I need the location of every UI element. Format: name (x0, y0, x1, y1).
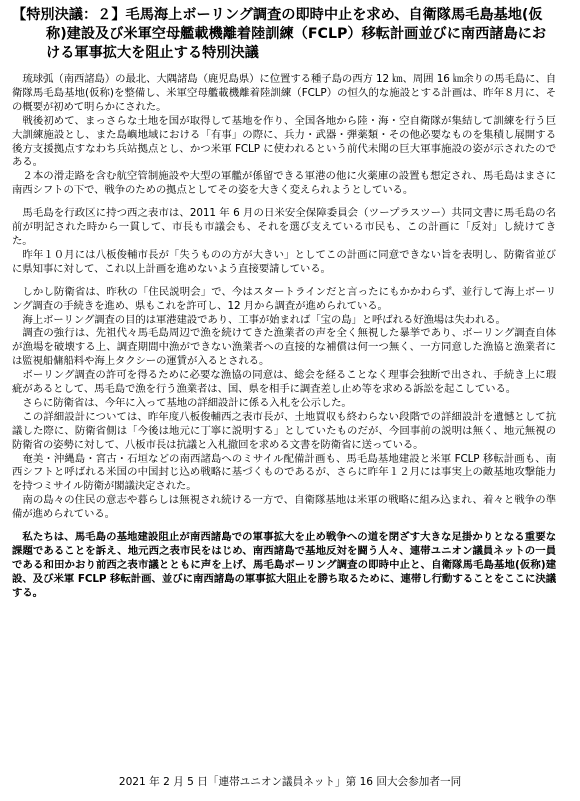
paragraph: 調査の強行は、先祖代々馬毛島周辺で漁を続けてきた漁業者の声を全く無視した暴挙であり、ボーリング調査自体が漁場を破壊する上、調査期間中漁ができない漁業者への直接的な補償は何一つ無く、一方同意した漁協と漁業者には監視船傭船料や海上タクシーの運賃が入るとされる。 (12, 327, 556, 368)
paragraph: しかし防衛省は、昨秋の「住民説明会」で、今はスタートラインだと言ったにもかかわらず、並行して海上ボーリング調査の手続きを進め、県もこれを許可し、12 月から調査が進められている。 (12, 285, 556, 312)
paragraph: 奄美・沖縄島・宮古・石垣などの南西諸島へのミサイル配備計画も、馬毛島基地建設と米軍 FCLP 移転計画も、南西シフトと呼ばれる米国の中国封じ込め戦略に基づくものであるが、さらに昨年１２月には事実上の敵基地攻撃能力を持つミサイル防衛が閣議決定された。 (12, 452, 556, 493)
resolution-paragraph: 私たちは、馬毛島の基地建設阻止が南西諸島での軍事拡大を止め戦争への道を閉ざす大きな足掛かりとなる重要な課題であることを訴え、地元西之表市民をはじめ、南西諸島で基地反対を闘う人々、連帯ユニオン議員ネットの一員である和田かおり前西之表市議とともに声を上げ、馬毛島ボーリング調査の即時中止と、自衛隊馬毛島基地(仮称)建設、及び米軍 FCLP 移転計画、並びに南西諸島の軍事拡大阻止を勝ち取るために、連帯し行動することをここに決議する。 (12, 531, 556, 599)
paragraph: さらに防衛省は、今年に入って基地の詳細設計に係る入札を公示した。 (22, 396, 352, 409)
section-boring-survey (12, 286, 556, 522)
paragraph: この詳細設計については、昨年度八板俊輔西之表市長が、土地買収も終わらない段階での詳細設計を遺憾として抗議した際に、防衛省側は「今後は地元に丁寧に説明する」としていたものだが、今回事前の説明は無く、地元無視の防衛省の姿勢に対して、八板市長は抗議と入札撤回を求める文書を防衛省に送っている。 (12, 410, 556, 451)
paragraph: 南の島々の住民の意志や暮らしは無視され続ける一方で、自衛隊基地は米軍の戦略に組み込まれ、着々と戦争の準備が進められている。 (12, 494, 556, 521)
paragraph: ボーリング調査の許可を得るために必要な漁協の同意は、総会を経ることなく理事会独断で出され、手続き上に瑕疵があるとして、馬毛島で漁を行う漁業者は、国、県を相手に調査差し止め等を求める訴訟を起こしている。 (12, 369, 556, 396)
paragraph: 昨年１０月には八板俊輔市長が「失うものの方が大きい」としてこの計画に同意できない旨を表明し、防衛省並びに県知事に対して、これ以上計画を進めないよう直接要請している。 (12, 248, 556, 275)
paragraph: ２本の滑走路を含む航空管制施設や大型の軍艦が係留できる軍港の他に火薬庫の設置も想定され、馬毛島はまさに南西シフトの下で、戦争のための拠点としてその姿を大きく変えられようとしている。 (12, 170, 556, 197)
signature-footer: 2021 年 2 月 5 日「連帯ユニオン議員ネット」第 16 回大会参加者一同 (118, 776, 462, 788)
resolution-title: 【特別決議：２】毛馬海上ボーリング調査の即時中止を求め、自衛隊馬毛島基地(仮称)建設及び米軍空母艦載機離着陸訓練（FCLP）移転計画並びに南西諸島における軍事拡大を阻止する特別決議 (12, 7, 547, 61)
paragraph: 戦後初めて、まっさらな土地を国が取得して基地を作り、全国各地から陸・海・空自衛隊が集結して訓練を行う巨大訓練施設とし、また島嶼地域における「有事」の際に、兵力・武器・弾薬類・その他必要なものを集積し展開する後方支援拠点すなわち兵站拠点とし、かつ米軍 FCLP に使われるという前代未聞の巨大軍事施設の姿が示されたのである。 (12, 114, 556, 169)
section-background (12, 73, 556, 198)
paragraph: 琉球弧（南西諸島）の最北、大隅諸島（鹿児島県）に位置する種子島の西方 12 ㎞、周囲 16 ㎞余りの馬毛島に、自衛隊馬毛島基地(仮称)を整備し、米軍空母艦載機離着陸訓練（FCLP）の恒久的な施設とする計画は、昨年８月に、その概要が初めて明らかにされた。 (12, 73, 556, 113)
section-local-opposition (12, 207, 556, 277)
paragraph: 海上ボーリング調査の目的は軍港建設であり、工事が始まれば「宝の島」と呼ばれる好漁場は失われる。 (22, 313, 506, 326)
paragraph: 馬毛島を行政区に持つ西之表市は、2011 年 6 月の日米安全保障委員会（ツープラスツー）共同文書に馬毛島の名前が明記された時から一貫して、市長も市議会も、それを選び支えている市民も、この計画に「反対」し続けてきた。 (12, 207, 556, 247)
section-resolution (12, 531, 556, 601)
